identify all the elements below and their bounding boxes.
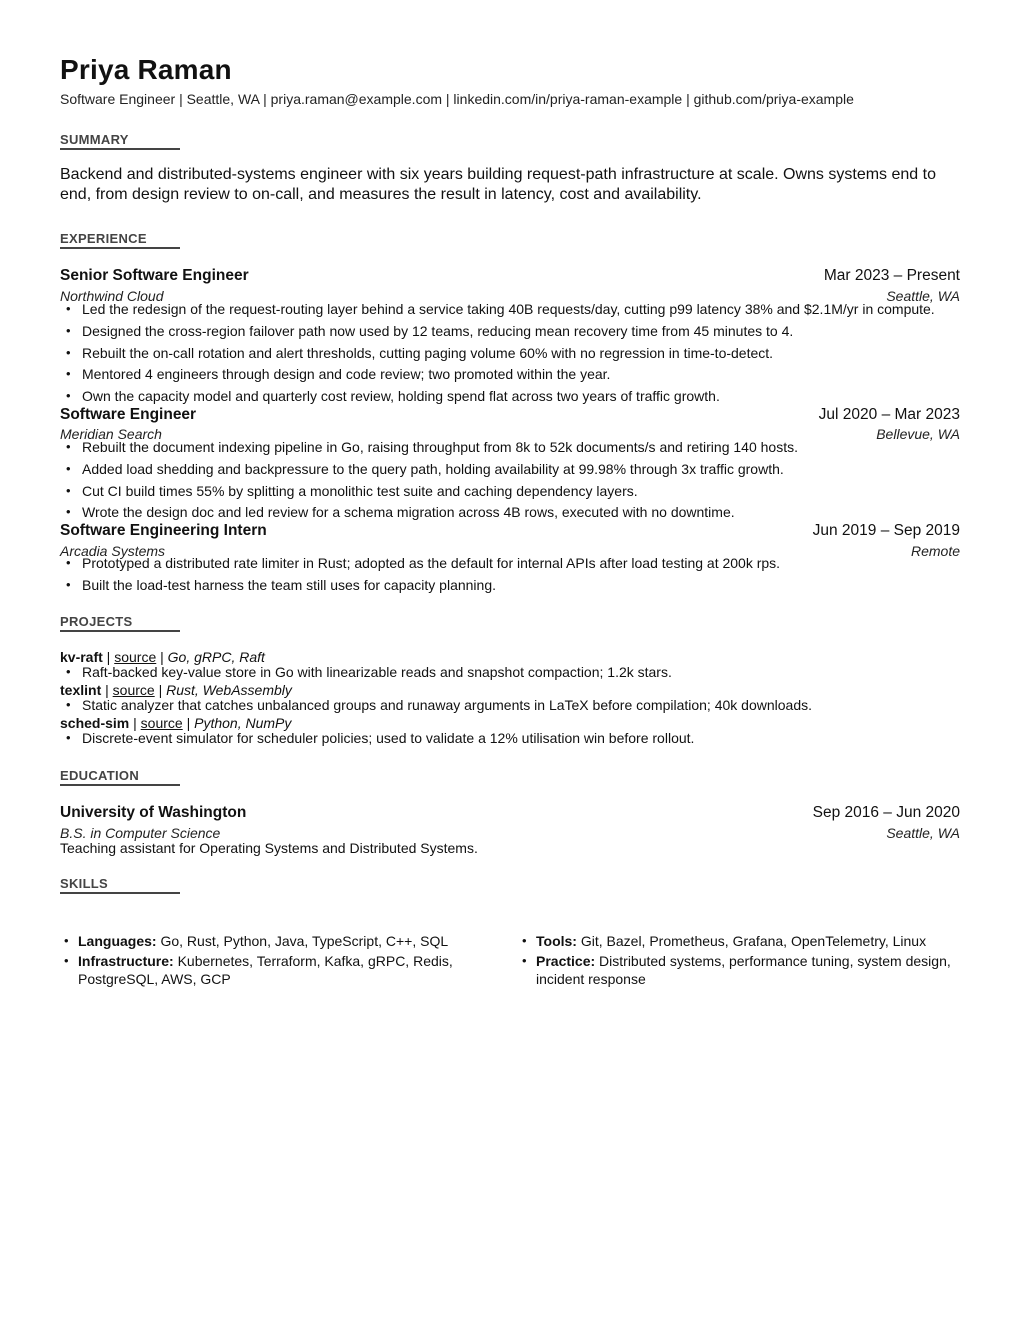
list-item: • Wrote the design doc and led review for a schema migration across 4B rows, executed with no downtime. bbox=[60, 503, 960, 525]
project-description: • Static analyzer that catches unbalanced groups and runaway arguments in LaTeX before compilation; 40k downloads. bbox=[60, 697, 812, 713]
experience-heading: EXPERIENCE bbox=[60, 231, 147, 246]
skill-category: Infrastructure: bbox=[78, 953, 174, 969]
job-company: Arcadia Systems bbox=[60, 543, 166, 559]
list-item: • Added load shedding and backpressure to the query path, holding availability at 99.98% through 3x traffic growth. bbox=[60, 460, 960, 482]
degree: B.S. in Computer Science bbox=[60, 825, 221, 841]
skill-values: Git, Bazel, Prometheus, Grafana, OpenTelemetry, Linux bbox=[576, 933, 927, 949]
summary-heading: SUMMARY bbox=[60, 132, 129, 147]
list-item: • Prototyped a distributed rate limiter in Rust; adopted as the default for internal APIs after load testing at 200k rps. bbox=[60, 554, 960, 576]
list-item: • Led the redesign of the request-routing layer behind a service taking 40B requests/day, cutting p99 latency 38% and $2.1M/yr in compute. bbox=[60, 300, 960, 322]
skill-item bbox=[60, 932, 500, 950]
project-source-link[interactable]: source bbox=[112, 682, 155, 698]
job-company: Meridian Search bbox=[60, 426, 162, 442]
project-tech: Python, NumPy bbox=[194, 715, 292, 731]
skills-left-column bbox=[60, 932, 500, 990]
skill-item bbox=[60, 952, 500, 988]
education-dates: Sep 2016 – Jun 2020 bbox=[812, 804, 960, 821]
project-source-link[interactable]: source bbox=[140, 715, 183, 731]
project-source-link[interactable]: source bbox=[114, 649, 157, 665]
skills-heading: SKILLS bbox=[60, 876, 109, 891]
project-header: texlint | source | Rust, WebAssembly bbox=[60, 682, 292, 698]
skill-category: Tools: bbox=[536, 933, 577, 949]
job-title: Software Engineer bbox=[60, 406, 197, 423]
project-header: kv-raft | source | Go, gRPC, Raft bbox=[60, 649, 265, 665]
projects-heading: PROJECTS bbox=[60, 614, 133, 629]
project-name: sched-sim bbox=[60, 715, 130, 731]
contact-line: Software Engineer | Seattle, WA | priya.raman@example.com | linkedin.com/in/priya-raman-example | github.com/priya-example bbox=[60, 91, 854, 107]
section-divider bbox=[60, 784, 180, 786]
job-location: Remote bbox=[910, 543, 960, 559]
education-note: Teaching assistant for Operating Systems and Distributed Systems. bbox=[60, 840, 478, 856]
summary-text: Backend and distributed-systems engineer with six years building request-path infrastructure at scale. Owns systems end to end, from design review to on-call, and measures the result in latency, cost and availability. bbox=[60, 166, 936, 203]
skill-category: Practice: bbox=[536, 953, 596, 969]
job-bullets bbox=[60, 300, 960, 409]
job-company: Northwind Cloud bbox=[60, 288, 164, 304]
project-tech: Rust, WebAssembly bbox=[166, 682, 292, 698]
project-header: sched-sim | source | Python, NumPy bbox=[60, 715, 292, 731]
skill-values: Kubernetes, Terraform, Kafka, gRPC, Redis, PostgreSQL, AWS, GCP bbox=[78, 953, 453, 987]
skill-values: Distributed systems, performance tuning, system design, incident response bbox=[536, 953, 951, 987]
job-title: Software Engineering Intern bbox=[60, 522, 267, 539]
job-dates: Jul 2020 – Mar 2023 bbox=[818, 406, 960, 423]
list-item: • Rebuilt the on-call rotation and alert thresholds, cutting paging volume 60% with no regression in time-to-detect. bbox=[60, 344, 960, 366]
job-location: Seattle, WA bbox=[886, 288, 960, 304]
skill-category: Languages: bbox=[78, 933, 157, 949]
job-dates: Jun 2019 – Sep 2019 bbox=[812, 522, 960, 539]
candidate-name: Priya Raman bbox=[60, 54, 232, 85]
job-location: Bellevue, WA bbox=[876, 426, 960, 442]
skill-values: Go, Rust, Python, Java, TypeScript, C++, SQL bbox=[156, 933, 449, 949]
list-item: • Built the load-test harness the team still uses for capacity planning. bbox=[60, 576, 960, 598]
school-name: University of Washington bbox=[60, 804, 247, 821]
list-item: • Own the capacity model and quarterly cost review, holding spend flat across two years of traffic growth. bbox=[60, 387, 960, 409]
list-item: • Designed the cross-region failover path now used by 12 teams, reducing mean recovery time from 45 minutes to 4. bbox=[60, 322, 960, 344]
job-title: Senior Software Engineer bbox=[60, 267, 249, 284]
project-description: • Raft-backed key-value store in Go with linearizable reads and snapshot compaction; 1.2k stars. bbox=[60, 664, 672, 680]
skills-right-column bbox=[518, 932, 958, 990]
project-tech: Go, gRPC, Raft bbox=[167, 649, 265, 665]
education-heading: EDUCATION bbox=[60, 768, 140, 783]
list-item: • Cut CI build times 55% by splitting a monolithic test suite and caching dependency layers. bbox=[60, 482, 960, 504]
list-item: • Mentored 4 engineers through design and code review; two promoted within the year. bbox=[60, 365, 960, 387]
section-divider bbox=[60, 148, 180, 150]
project-description: • Discrete-event simulator for scheduler policies; used to validate a 12% utilisation win before rollout. bbox=[60, 730, 694, 746]
section-divider bbox=[60, 247, 180, 249]
skill-item bbox=[518, 952, 958, 988]
section-divider bbox=[60, 892, 180, 894]
job-bullets bbox=[60, 438, 960, 525]
job-dates: Mar 2023 – Present bbox=[823, 267, 960, 284]
education-location: Seattle, WA bbox=[886, 825, 960, 841]
job-bullets bbox=[60, 554, 960, 598]
skill-item bbox=[518, 932, 958, 950]
project-name: texlint bbox=[60, 682, 102, 698]
project-name: kv-raft bbox=[60, 649, 103, 665]
section-divider bbox=[60, 630, 180, 632]
list-item: • Rebuilt the document indexing pipeline in Go, raising throughput from 8k to 52k documents/s and retiring 140 hosts. bbox=[60, 438, 960, 460]
